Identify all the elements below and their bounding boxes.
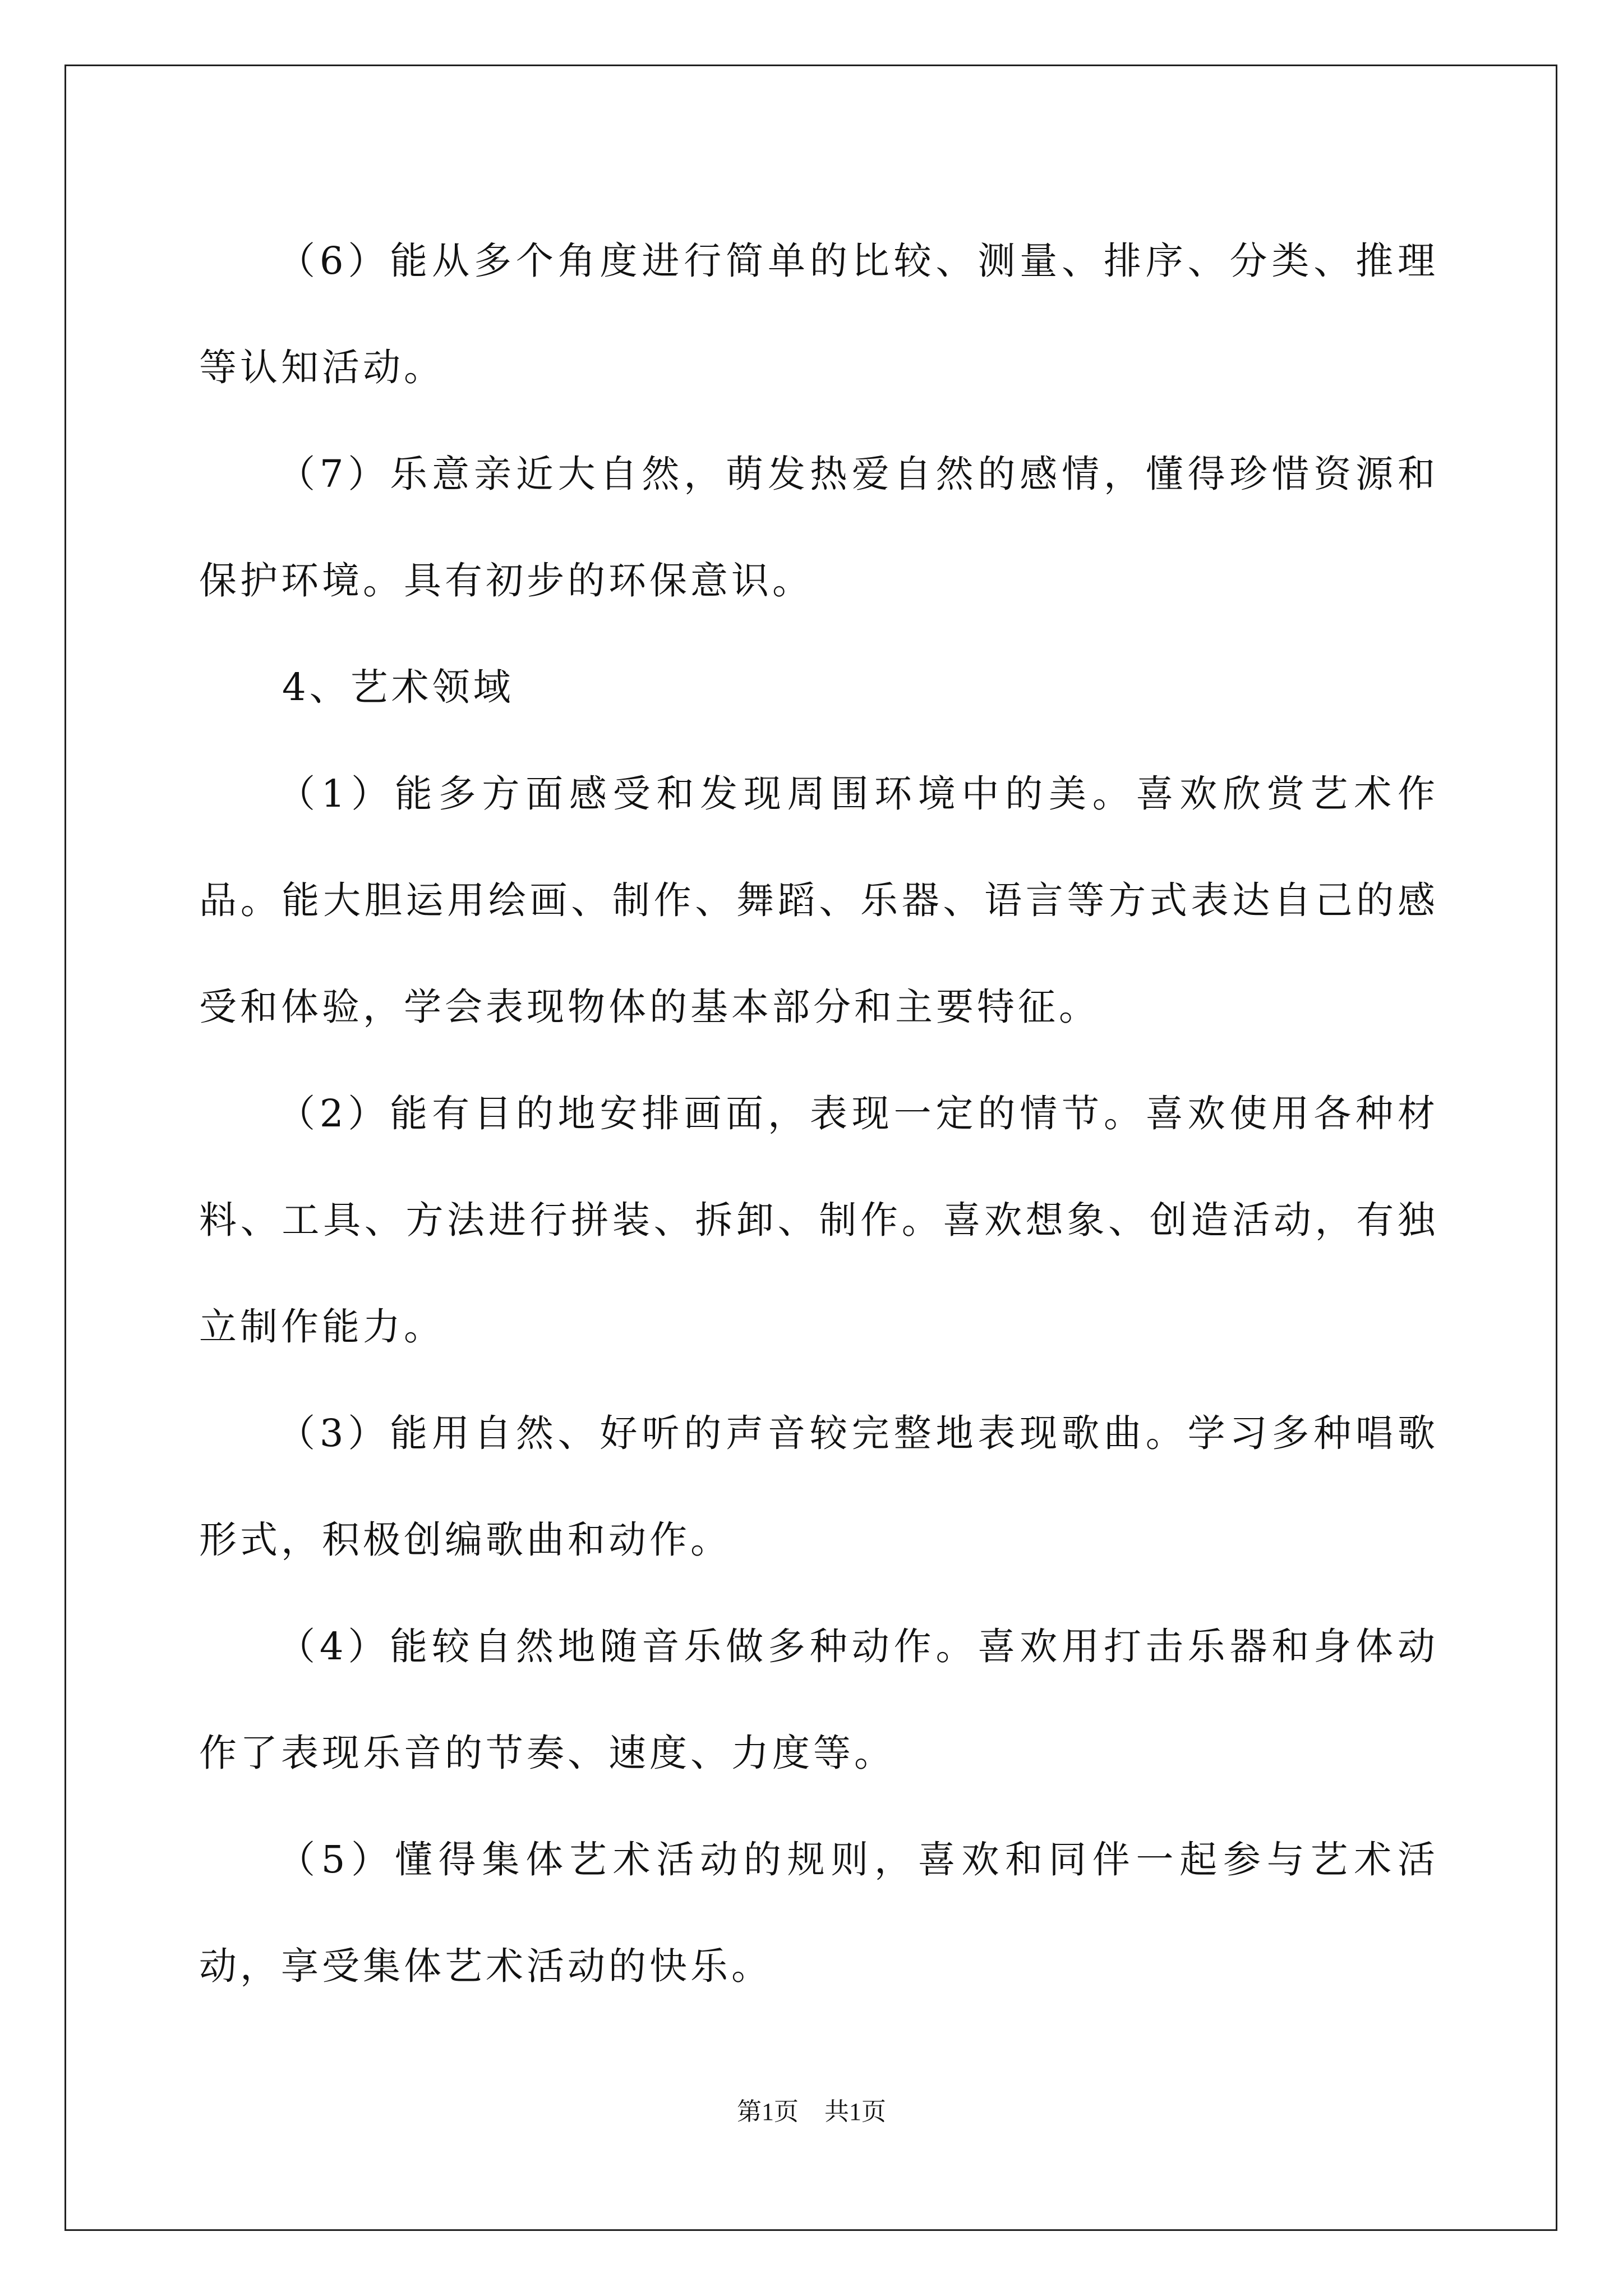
paragraph-science-6: （6）能从多个角度进行简单的比较、测量、排序、分类、推理等认知活动。 [199, 239, 1438, 389]
paragraph-science-7: （7）乐意亲近大自然，萌发热爱自然的感情，懂得珍惜资源和保护环境。具有初步的环保意识。 [199, 452, 1438, 602]
current-page-number: 第1页 [737, 2098, 799, 2125]
section-heading-art: 4、艺术领域 [282, 665, 514, 709]
page-footer [0, 2095, 1623, 2129]
total-page-count: 共1页 [824, 2098, 886, 2125]
paragraph-art-1: （1）能多方面感受和发现周围环境中的美。喜欢欣赏艺术作品。能大胆运用绘画、制作、舞蹈、乐器、语言等方式表达自己的感受和体验，学会表现物体的基本部分和主要特征。 [199, 772, 1438, 1029]
paragraph-art-3: （3）能用自然、好听的声音较完整地表现歌曲。学习多种唱歌形式，积极创编歌曲和动作。 [199, 1411, 1438, 1562]
paragraph-art-2: （2）能有目的地安排画面，表现一定的情节。喜欢使用各种材料、工具、方法进行拼装、拆卸、制作。喜欢想象、创造活动，有独立制作能力。 [199, 1092, 1438, 1349]
paragraph-art-4: （4）能较自然地随音乐做多种动作。喜欢用打击乐器和身体动作了表现乐音的节奏、速度、力度等。 [199, 1625, 1438, 1775]
document-body [199, 208, 1438, 2019]
paragraph-art-5: （5）懂得集体艺术活动的规则，喜欢和同伴一起参与艺术活动，享受集体艺术活动的快乐。 [199, 1838, 1438, 1988]
